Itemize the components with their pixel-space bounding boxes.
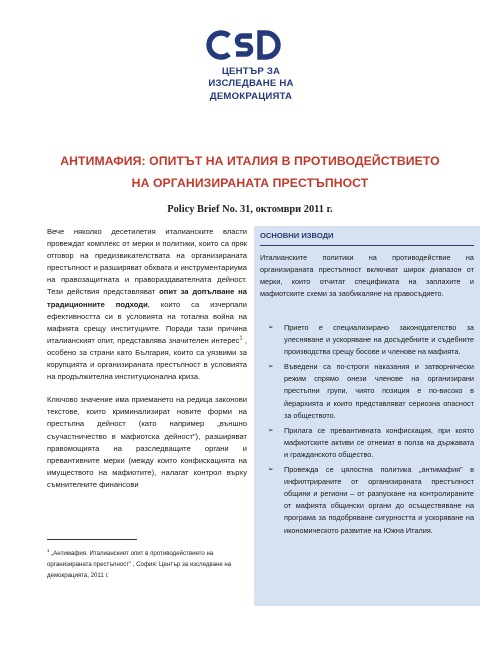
- footnote: [47, 546, 247, 581]
- logo-line-1: ЦЕНТЪР ЗА: [221, 66, 281, 77]
- main-text-column: [47, 226, 247, 502]
- list-item-text: Прилага се превантивната конфискация, при която мафиотските активи се отнемат в полза на държавата и гражданското общество.: [284, 425, 474, 459]
- bullet-icon: ➢: [268, 324, 274, 331]
- list-item: [268, 361, 474, 421]
- csd-logo-mark: [206, 30, 286, 60]
- list-item: [268, 464, 474, 537]
- footnote-text: „Антимафия. Италианският опит в противодействието на организираната престъпност” , София: Център за изследване на демокрацията, 2011 г.: [47, 550, 232, 579]
- list-item: [268, 322, 474, 358]
- footnote-reference[interactable]: 1: [239, 335, 243, 342]
- list-item-text: Въведени са по-строги наказания и затворнически режим спрямо онези членове на организирани престъпни групи, чиято позиция е по-високо в йерархията и които представляват сериозна опасност за обществото.: [284, 362, 474, 420]
- paragraph-1-text-b: , които са изчерпали ефективността си в условията на тотална война на мафията срещу институциите. Поради тази причина италианският опит, представлява значителен интерес: [47, 299, 247, 345]
- list-item: [268, 425, 474, 461]
- footnote-number: 1: [47, 548, 50, 553]
- body-paragraph-1: [47, 226, 247, 383]
- paragraph-1-emphasis: опит за допълване на традиционните подходи: [47, 287, 247, 309]
- footnote-divider: [47, 539, 137, 540]
- document-title-line-2: НА ОРГАНИЗИРАНАТА ПРЕСТЪПНОСТ: [131, 176, 369, 190]
- bullet-icon: ➢: [268, 363, 274, 371]
- logo-line-3: ДЕМОКРАЦИЯТА: [209, 90, 293, 102]
- list-item-text: Провежда се цялостна политика „антимафия” в инфилтрираните от организираната престъпност общини и региони – от разпускане на контролираните от мафията общински органи до осъществяване на програма за подобряване сигурността и ускоряване на икономическото развитие на Южна Италия.: [284, 465, 474, 535]
- bullet-icon: ➢: [268, 466, 274, 474]
- key-findings-list: [268, 322, 474, 540]
- paragraph-1-text-a: Вече няколко десетилетия италианските власти провеждат комплекс от мерки и политики, които са пряк отговор на предизвикателствата на организираната престъпност и разширяват обхвата и инструментариума на правозащитната и правораздавателната дейност. Тези действия представляват: [47, 227, 247, 297]
- body-paragraph-2: Ключово значение има приемането на редица законови текстове, които криминализират новите форми на престъпна дейност (като например „външно съучастничество в мафиотска дейност”), разширяват правомощията на разследващите органи и превантивните мерки (между които конфискацията на имуществото на мафиотите), налагат контрол върху съмнителните финансови: [47, 395, 247, 489]
- logo-line-2: ИЗСЛЕДВАНЕ НА: [208, 78, 294, 90]
- csd-logo: [196, 30, 306, 116]
- document-subtitle: Policy Brief No. 31, октомври 2011 г.: [167, 204, 333, 215]
- csd-logo-text: [196, 66, 306, 103]
- sidebar-intro: Италианските политики на противодействие на организираната престъпност включват широк диапазон от мерки, които отчитат спецификата на заплахите и мафиотските схеми за заобикаляне на правосъдието.: [260, 253, 474, 299]
- key-findings-sidebar: [254, 226, 480, 606]
- bullet-icon: ➢: [268, 426, 274, 434]
- list-item-text: Прието е специализирано законодателство за улесняване и ускоряване на досъдебните и съдебните производства срещу босове и членове на мафията.: [284, 323, 474, 357]
- paragraph-1-text-c: , особено за страни като България, които са уязвими за корупцията и организираната престъпност в условията на продължителна институционална криза.: [47, 335, 247, 382]
- document-title-line-1: АНТИМАФИЯ: ОПИТЪТ НА ИТАЛИЯ В ПРОТИВОДЕЙСТВИЕТО: [60, 154, 440, 168]
- sidebar-title: ОСНОВНИ ИЗВОДИ: [260, 230, 474, 246]
